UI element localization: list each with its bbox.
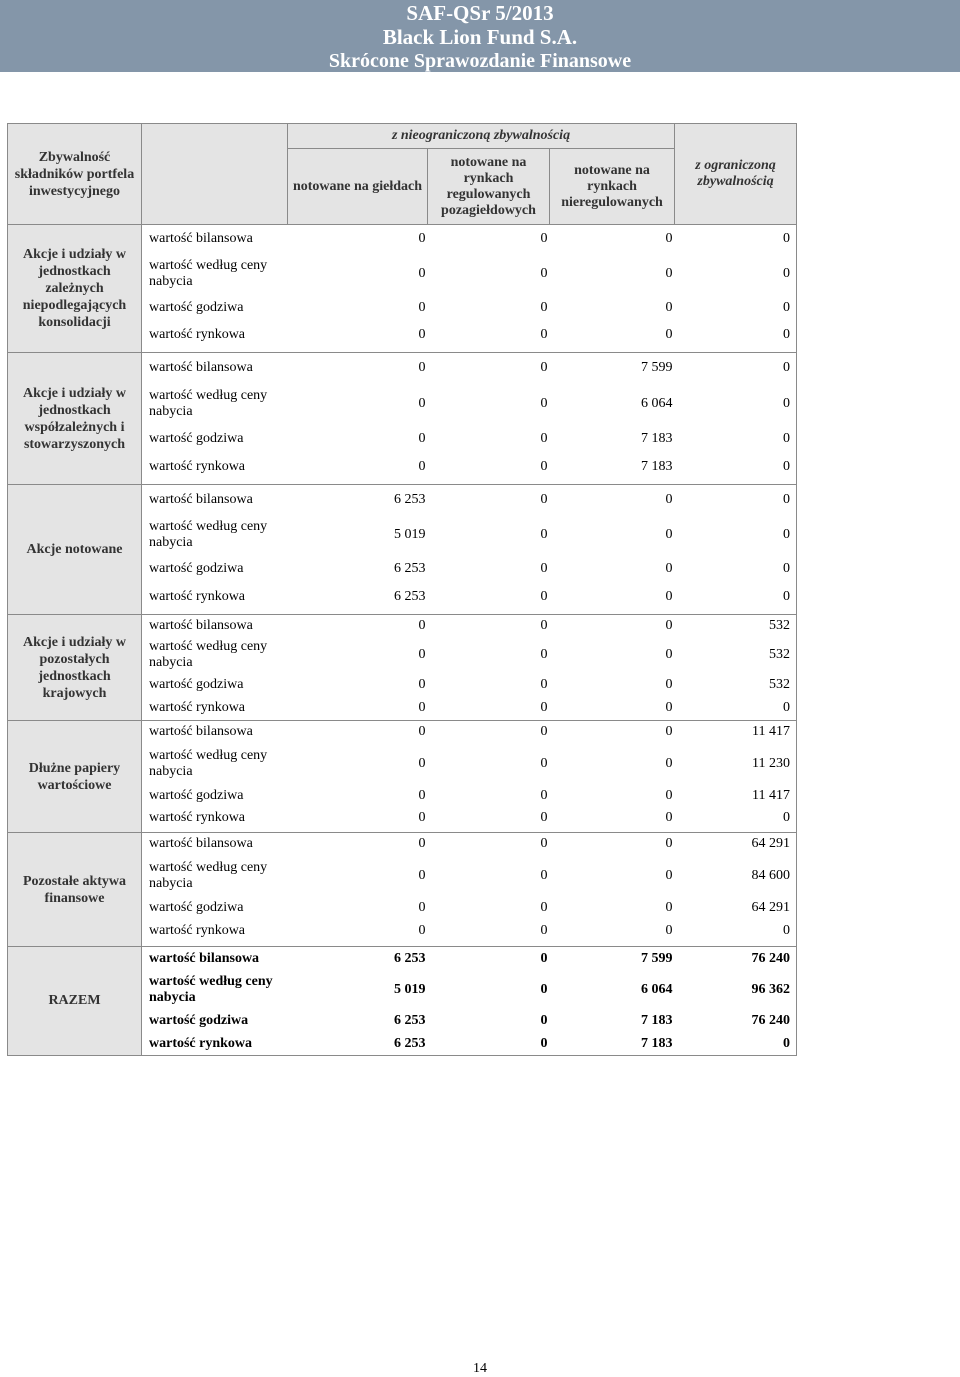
value-cell: 0 xyxy=(665,867,673,883)
value-cell: 0 xyxy=(665,560,673,576)
value-cell: 0 xyxy=(675,295,797,321)
unlimited-header: z nieograniczoną zbywalnością xyxy=(288,124,675,149)
col-unregulated-header: notowane na rynkach nieregulowanych xyxy=(550,149,675,225)
report-code: SAF-QSr 5/2013 xyxy=(406,1,554,25)
value-type-label: wartość bilansowa xyxy=(142,225,288,253)
value-type-label: wartość bilansowa xyxy=(142,485,288,515)
value-cell: 0 xyxy=(540,588,548,604)
value-cell: 7 599 xyxy=(641,950,673,966)
category-label: Akcje i udziały w jednostkach zależnych niepodlegających konsolidacji xyxy=(8,225,142,353)
value-cell: 0 xyxy=(540,723,548,739)
value-cell: 0 xyxy=(540,430,548,446)
value-type-label: wartość rynkowa xyxy=(142,321,288,349)
value-type-label: wartość bilansowa xyxy=(142,353,288,383)
value-cell: 0 xyxy=(540,787,548,803)
value-cell: 76 240 xyxy=(675,1009,797,1033)
spacer-cell xyxy=(142,1055,288,1056)
value-cell: 0 xyxy=(665,723,673,739)
spacer-cell xyxy=(428,1055,550,1056)
value-cell: 0 xyxy=(675,321,797,349)
value-cell: 0 xyxy=(418,787,426,803)
value-cell: 7 183 xyxy=(641,430,673,446)
table-row xyxy=(8,485,797,515)
value-cell: 0 xyxy=(665,787,673,803)
value-type-label: wartość według ceny nabycia xyxy=(142,637,288,673)
value-type-label: wartość bilansowa xyxy=(142,721,288,743)
value-cell: 0 xyxy=(675,425,797,453)
value-cell: 0 xyxy=(418,359,426,375)
value-cell: 532 xyxy=(675,615,797,637)
value-cell: 0 xyxy=(540,265,548,281)
value-type-label: wartość godziwa xyxy=(142,785,288,807)
limited-header: z ograniczoną zbywalnością xyxy=(675,124,797,225)
value-cell: 0 xyxy=(540,1035,548,1051)
value-type-label: wartość godziwa xyxy=(142,673,288,697)
corner-header: Zbywalność składników portfela inwestycyjnego xyxy=(8,124,142,225)
value-cell: 0 xyxy=(418,646,426,662)
value-cell: 6 253 xyxy=(394,950,426,966)
value-cell: 0 xyxy=(418,395,426,411)
document-header xyxy=(0,0,960,72)
value-type-label: wartość według ceny nabycia xyxy=(142,515,288,555)
value-type-label: wartość rynkowa xyxy=(142,919,288,943)
value-cell: 0 xyxy=(665,617,673,633)
value-cell: 0 xyxy=(665,526,673,542)
value-cell: 84 600 xyxy=(675,855,797,897)
table-row xyxy=(8,833,797,855)
table-row xyxy=(8,353,797,383)
value-cell: 0 xyxy=(665,835,673,851)
value-cell: 0 xyxy=(665,755,673,771)
value-cell: 0 xyxy=(418,922,426,938)
value-cell: 0 xyxy=(418,458,426,474)
table-row xyxy=(8,225,797,253)
value-cell: 0 xyxy=(540,646,548,662)
value-cell: 0 xyxy=(418,755,426,771)
value-type-label: wartość rynkowa xyxy=(142,453,288,481)
spacer-cell xyxy=(288,1055,428,1056)
value-cell: 0 xyxy=(675,225,797,253)
category-label: Akcje i udziały w jednostkach współzależnych i stowarzyszonych xyxy=(8,353,142,485)
value-cell: 6 064 xyxy=(641,395,673,411)
value-cell: 0 xyxy=(675,807,797,829)
value-cell: 0 xyxy=(540,560,548,576)
value-cell: 0 xyxy=(540,676,548,692)
value-cell: 0 xyxy=(540,981,548,997)
value-cell: 532 xyxy=(675,637,797,673)
value-cell: 0 xyxy=(665,646,673,662)
value-type-label: wartość według ceny nabycia xyxy=(142,743,288,785)
value-type-label: wartość rynkowa xyxy=(142,583,288,611)
spacer-cell xyxy=(675,1055,797,1056)
value-cell: 0 xyxy=(665,230,673,246)
value-cell: 0 xyxy=(675,515,797,555)
value-cell: 0 xyxy=(418,430,426,446)
value-cell: 0 xyxy=(540,809,548,825)
value-type-label: wartość godziwa xyxy=(142,555,288,583)
value-cell: 0 xyxy=(540,458,548,474)
value-cell: 0 xyxy=(665,588,673,604)
col-otc-regulated-header: notowane na rynkach regulowanych pozagiełdowych xyxy=(428,149,550,225)
value-cell: 0 xyxy=(540,617,548,633)
value-type-label: wartość według ceny nabycia xyxy=(142,855,288,897)
value-cell: 11 417 xyxy=(675,721,797,743)
spacer-cell xyxy=(550,1055,675,1056)
value-type-label: wartość bilansowa xyxy=(142,615,288,637)
value-cell: 0 xyxy=(540,1012,548,1028)
value-cell: 7 183 xyxy=(641,1012,673,1028)
value-cell: 0 xyxy=(418,617,426,633)
value-cell: 0 xyxy=(675,583,797,611)
value-type-label: wartość godziwa xyxy=(142,295,288,321)
value-type-label: wartość rynkowa xyxy=(142,697,288,719)
value-cell: 0 xyxy=(675,353,797,383)
value-cell: 6 064 xyxy=(641,981,673,997)
category-label: RAZEM xyxy=(8,947,142,1056)
value-type-label: wartość bilansowa xyxy=(142,833,288,855)
value-type-label: wartość według ceny nabycia xyxy=(142,253,288,295)
value-cell: 0 xyxy=(665,265,673,281)
value-cell: 6 253 xyxy=(394,491,426,507)
empty-header-cell xyxy=(142,124,288,225)
value-type-label: wartość rynkowa xyxy=(142,807,288,829)
value-cell: 0 xyxy=(665,676,673,692)
value-cell: 7 599 xyxy=(641,359,673,375)
table-body xyxy=(8,225,797,1056)
value-cell: 76 240 xyxy=(675,947,797,971)
value-cell: 6 253 xyxy=(394,560,426,576)
col-exchange-header: notowane na giełdach xyxy=(288,149,428,225)
value-cell: 64 291 xyxy=(675,897,797,919)
value-cell: 7 183 xyxy=(641,458,673,474)
value-cell: 0 xyxy=(675,383,797,425)
portfolio-liquidity-table xyxy=(7,123,797,1056)
value-cell: 0 xyxy=(540,867,548,883)
value-cell: 0 xyxy=(540,395,548,411)
value-cell: 0 xyxy=(540,491,548,507)
table-row xyxy=(8,615,797,637)
value-cell: 0 xyxy=(540,922,548,938)
value-cell: 0 xyxy=(665,899,673,915)
value-type-label: wartość godziwa xyxy=(142,1009,288,1033)
value-cell: 0 xyxy=(418,299,426,315)
value-cell: 0 xyxy=(665,326,673,342)
value-cell: 6 253 xyxy=(394,588,426,604)
value-cell: 532 xyxy=(675,673,797,697)
value-cell: 0 xyxy=(418,867,426,883)
value-cell: 0 xyxy=(418,723,426,739)
value-type-label: wartość bilansowa xyxy=(142,947,288,971)
value-cell: 0 xyxy=(665,809,673,825)
value-cell: 0 xyxy=(540,899,548,915)
page-number: 14 xyxy=(473,1361,487,1376)
value-cell: 0 xyxy=(540,359,548,375)
value-cell: 6 253 xyxy=(394,1012,426,1028)
value-cell: 0 xyxy=(418,265,426,281)
value-cell: 0 xyxy=(540,835,548,851)
value-cell: 0 xyxy=(540,326,548,342)
category-label: Dłużne papiery wartościowe xyxy=(8,721,142,833)
value-cell: 5 019 xyxy=(394,526,426,542)
category-label: Pozostałe aktywa finansowe xyxy=(8,833,142,947)
value-cell: 0 xyxy=(418,326,426,342)
report-title: Skrócone Sprawozdanie Finansowe xyxy=(328,50,632,72)
table-row xyxy=(8,947,797,971)
value-cell: 0 xyxy=(665,922,673,938)
company-name: Black Lion Fund S.A. xyxy=(382,25,578,49)
value-cell: 11 230 xyxy=(675,743,797,785)
category-label: Akcje i udziały w pozostałych jednostkach krajowych xyxy=(8,615,142,721)
value-cell: 0 xyxy=(418,676,426,692)
value-cell: 0 xyxy=(675,697,797,719)
value-cell: 0 xyxy=(540,230,548,246)
value-cell: 6 253 xyxy=(394,1035,426,1051)
value-cell: 96 362 xyxy=(675,971,797,1009)
value-cell: 0 xyxy=(665,491,673,507)
value-cell: 0 xyxy=(665,699,673,715)
value-cell: 0 xyxy=(675,253,797,295)
value-cell: 0 xyxy=(418,809,426,825)
value-cell: 0 xyxy=(675,1033,797,1055)
value-cell: 0 xyxy=(675,555,797,583)
value-cell: 11 417 xyxy=(675,785,797,807)
category-label: Akcje notowane xyxy=(8,485,142,615)
value-type-label: wartość według ceny nabycia xyxy=(142,383,288,425)
value-cell: 0 xyxy=(540,699,548,715)
value-cell: 5 019 xyxy=(394,981,426,997)
value-cell: 7 183 xyxy=(641,1035,673,1051)
value-cell: 0 xyxy=(418,699,426,715)
value-cell: 0 xyxy=(540,526,548,542)
value-cell: 0 xyxy=(418,835,426,851)
table-row xyxy=(8,721,797,743)
value-cell: 0 xyxy=(540,755,548,771)
value-type-label: wartość według ceny nabycia xyxy=(142,971,288,1009)
value-cell: 0 xyxy=(418,899,426,915)
value-cell: 0 xyxy=(675,919,797,943)
value-cell: 0 xyxy=(675,453,797,481)
value-type-label: wartość rynkowa xyxy=(142,1033,288,1055)
value-cell: 64 291 xyxy=(675,833,797,855)
value-cell: 0 xyxy=(675,485,797,515)
value-type-label: wartość godziwa xyxy=(142,425,288,453)
value-cell: 0 xyxy=(418,230,426,246)
value-cell: 0 xyxy=(665,299,673,315)
value-cell: 0 xyxy=(540,950,548,966)
value-type-label: wartość godziwa xyxy=(142,897,288,919)
value-cell: 0 xyxy=(540,299,548,315)
